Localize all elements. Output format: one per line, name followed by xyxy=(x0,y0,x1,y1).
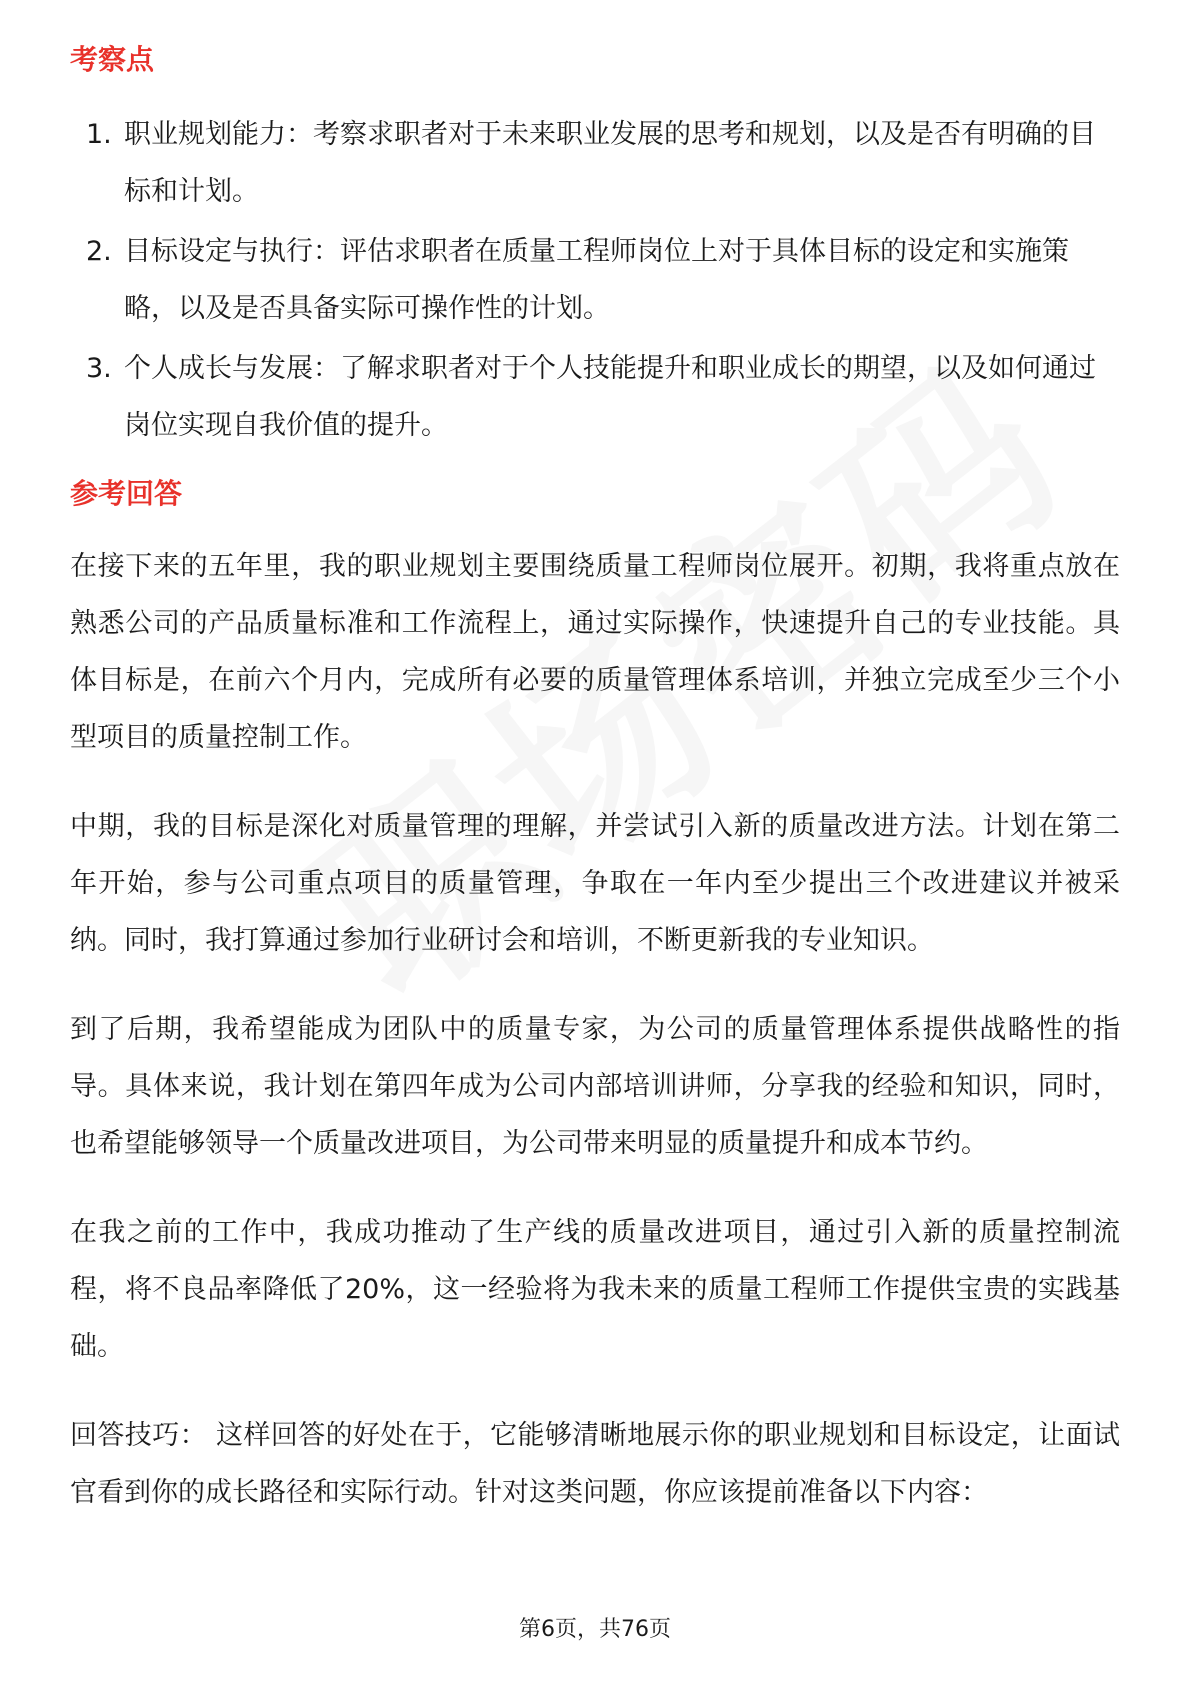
list-item-number: 3. xyxy=(86,353,112,384)
answer-paragraph: 在我之前的工作中，我成功推动了生产线的质量改进项目，通过引入新的质量控制流程，将不良品率降低了20%，这一经验将为我未来的质量工程师工作提供宝贵的实践基础。 xyxy=(70,1217,1120,1362)
list-item xyxy=(70,106,1120,220)
list-item-text: 目标设定与执行：评估求职者在质量工程师岗位上对于具体目标的设定和实施策略，以及是否具备实际可操作性的计划。 xyxy=(124,236,1069,324)
document-body xyxy=(70,40,1120,1521)
key-points-list xyxy=(70,106,1120,454)
answer-paragraph: 在接下来的五年里，我的职业规划主要围绕质量工程师岗位展开。初期，我将重点放在熟悉公司的产品质量标准和工作流程上，通过实际操作，快速提升自己的专业技能。具体目标是，在前六个月内，完成所有必要的质量管理体系培训，并独立完成至少三个小型项目的质量控制工作。 xyxy=(70,551,1120,753)
list-item xyxy=(70,223,1120,337)
answer-paragraph: 中期，我的目标是深化对质量管理的理解，并尝试引入新的质量改进方法。计划在第二年开始，参与公司重点项目的质量管理，争取在一年内至少提出三个改进建议并被采纳。同时，我打算通过参加行业研讨会和培训，不断更新我的专业知识。 xyxy=(70,811,1120,956)
list-item xyxy=(70,340,1120,454)
list-item-text: 个人成长与发展：了解求职者对于个人技能提升和职业成长的期望，以及如何通过岗位实现自我价值的提升。 xyxy=(124,353,1096,441)
section-title-reference-answer: 参考回答 xyxy=(70,477,183,510)
answer-paragraph: 到了后期，我希望能成为团队中的质量专家，为公司的质量管理体系提供战略性的指导。具体来说，我计划在第四年成为公司内部培训讲师，分享我的经验和知识，同时，也希望能够领导一个质量改进项目，为公司带来明显的质量提升和成本节约。 xyxy=(70,1014,1120,1159)
page-number: 第6页，共76页 xyxy=(519,1617,671,1642)
answer-tips-paragraph: 回答技巧： 这样回答的好处在于，它能够清晰地展示你的职业规划和目标设定，让面试官看到你的成长路径和实际行动。针对这类问题，你应该提前准备以下内容： xyxy=(70,1420,1120,1508)
list-item-text: 职业规划能力：考察求职者对于未来职业发展的思考和规划，以及是否有明确的目标和计划。 xyxy=(124,119,1096,207)
section-title-key-points: 考察点 xyxy=(70,43,155,76)
list-item-number: 1. xyxy=(86,119,112,150)
list-item-number: 2. xyxy=(86,236,112,267)
